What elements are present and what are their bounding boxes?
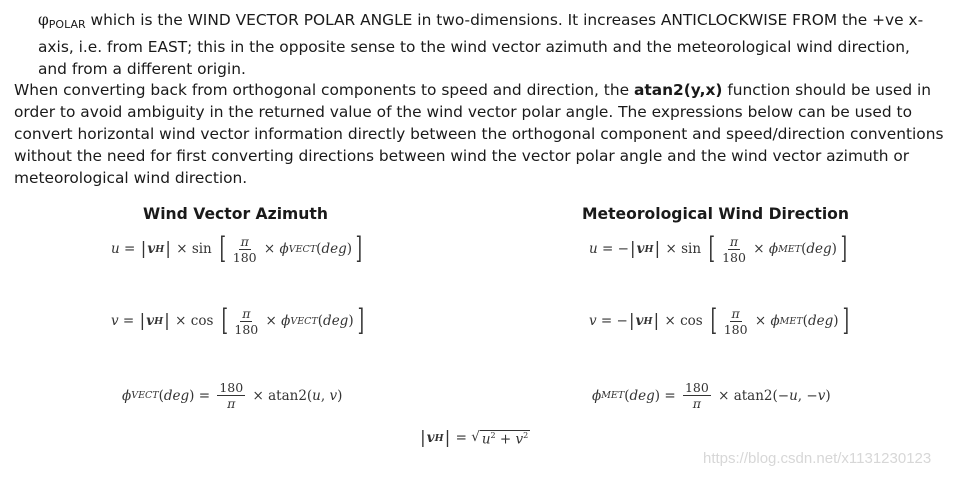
watermark: https://blog.csdn.net/x1131230123	[703, 450, 932, 467]
equation-phi-vect: ϕ VECT ( deg ) = $\frac{180}{\pi}$ × atan2( u , v )	[122, 380, 343, 411]
equation-phi-met: ϕ MET ( deg ) = $\frac{180}{\pi}$ × atan2(− u , − v )	[592, 380, 831, 411]
paragraph-before: When converting back from orthogonal components to speed and direction, the	[14, 81, 634, 99]
phi-subscript: POLAR	[48, 18, 86, 31]
equation-v-azimuth: v = | v H | × cos [ $\frac{\pi}{180}$ × ϕ VECT ( deg ) ]	[111, 303, 364, 338]
conversion-paragraph	[14, 79, 944, 189]
equation-u-azimuth: u = | v H | × sin [ $\frac{\pi}{180}$ × ϕ VECT ( deg ) ]	[111, 231, 363, 266]
heading-wind-vector-azimuth: Wind Vector Azimuth	[143, 205, 328, 223]
equation-speed-magnitude: | v H | = √ $u^2 + v^2$	[420, 428, 529, 448]
atan2-code: atan2(y,x)	[633, 81, 723, 99]
equation-v-met: v = − | v H | × cos [ $\frac{\pi}{180}$ × ϕ MET ( deg ) ]	[589, 303, 849, 338]
paragraph-after: function should be used in order to avoid ambiguity in the returned value of the wind vector polar angle. The expressions below can be used to convert horizontal wind vector information directly between the orthogonal component and speed/direction conventions without the need for first converting directions between wind the vector polar angle and the wind vector azimuth or meteorological wind direction.	[14, 81, 944, 187]
phi-symbol: φ	[38, 11, 49, 29]
equation-u-met: u = − | v H | × sin [ $\frac{\pi}{180}$ × ϕ MET ( deg ) ]	[589, 231, 847, 266]
intro-text: which is the WIND VECTOR POLAR ANGLE in two-dimensions. It increases ANTICLOCKWISE FROM the +ve x-axis, i.e. from EAST; this in the opposite sense to the wind vector azimuth and the meteorological wind direction, and from a different origin.	[38, 11, 924, 78]
heading-meteorological-wind-direction: Meteorological Wind Direction	[582, 205, 849, 223]
intro-paragraph	[38, 9, 938, 80]
